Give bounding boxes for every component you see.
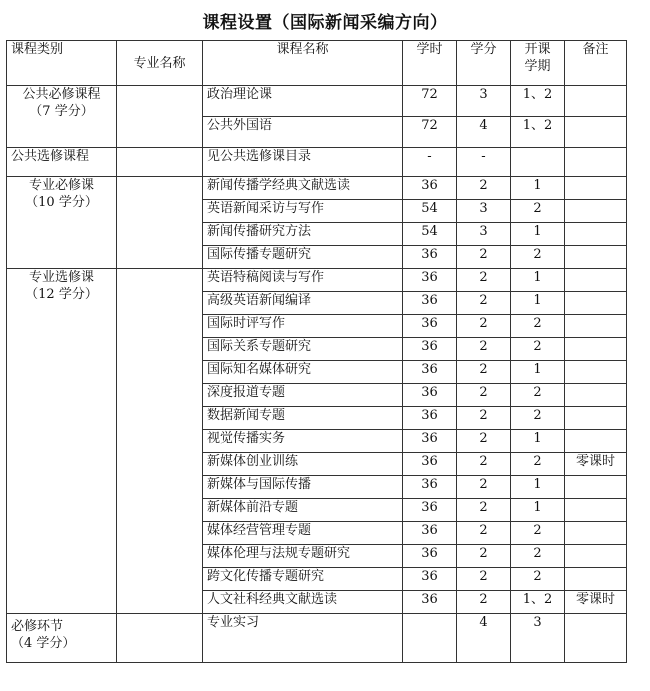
course-note <box>565 476 627 499</box>
course-note <box>565 315 627 338</box>
course-hours: 36 <box>403 568 457 591</box>
category-name: 专业选修课 <box>28 270 94 285</box>
course-note <box>565 292 627 315</box>
course-credits: 3 <box>457 223 511 246</box>
header-course: 课程名称 <box>203 41 403 86</box>
course-note: 零课时 <box>565 591 627 614</box>
course-hours: 36 <box>403 384 457 407</box>
course-hours: 36 <box>403 361 457 384</box>
course-note: 零课时 <box>565 453 627 476</box>
header-hours: 学时 <box>403 41 457 86</box>
course-name: 新媒体前沿专题 <box>203 499 403 522</box>
table-row <box>7 177 627 200</box>
course-note <box>565 568 627 591</box>
course-table <box>6 40 627 663</box>
course-hours: 36 <box>403 338 457 361</box>
course-semester: 2 <box>511 545 565 568</box>
table-row <box>7 614 627 663</box>
course-credits: 4 <box>457 117 511 148</box>
course-credits: 2 <box>457 338 511 361</box>
course-semester: 1 <box>511 177 565 200</box>
header-semester: 开课学期 <box>511 41 565 86</box>
course-semester: 2 <box>511 384 565 407</box>
course-credits: 2 <box>457 591 511 614</box>
course-name: 数据新闻专题 <box>203 407 403 430</box>
course-credits: 3 <box>457 86 511 117</box>
course-note <box>565 86 627 117</box>
course-credits: 2 <box>457 430 511 453</box>
course-note <box>565 177 627 200</box>
course-hours: 36 <box>403 407 457 430</box>
major-cell <box>117 269 203 614</box>
course-note <box>565 223 627 246</box>
course-semester: 2 <box>511 246 565 269</box>
course-name: 英语新闻采访与写作 <box>203 200 403 223</box>
course-semester: 2 <box>511 453 565 476</box>
category-credits: （7 学分） <box>29 104 94 119</box>
course-name: 政治理论课 <box>203 86 403 117</box>
category-name: 公共必修课程 <box>22 87 101 102</box>
course-credits: 2 <box>457 568 511 591</box>
course-credits: 2 <box>457 476 511 499</box>
course-credits: 2 <box>457 522 511 545</box>
course-name: 新闻传播学经典文献选读 <box>203 177 403 200</box>
course-name: 国际关系专题研究 <box>203 338 403 361</box>
course-semester: 2 <box>511 200 565 223</box>
course-hours: 36 <box>403 522 457 545</box>
course-hours: 36 <box>403 499 457 522</box>
course-name: 高级英语新闻编译 <box>203 292 403 315</box>
course-credits: 2 <box>457 453 511 476</box>
course-note <box>565 338 627 361</box>
course-credits: 2 <box>457 407 511 430</box>
category-credits: （10 学分） <box>25 195 98 210</box>
category-major-elective <box>7 269 117 614</box>
category-credits: （12 学分） <box>25 287 98 302</box>
course-hours: 72 <box>403 117 457 148</box>
course-name: 国际时评写作 <box>203 315 403 338</box>
course-hours: 36 <box>403 430 457 453</box>
course-name: 国际知名媒体研究 <box>203 361 403 384</box>
course-hours: 54 <box>403 223 457 246</box>
course-credits: 4 <box>457 614 511 663</box>
course-hours: 36 <box>403 453 457 476</box>
course-note <box>565 384 627 407</box>
course-semester: 1 <box>511 292 565 315</box>
header-note: 备注 <box>565 41 627 86</box>
course-note <box>565 117 627 148</box>
category-public-required <box>7 86 117 148</box>
course-name: 专业实习 <box>203 614 403 663</box>
course-hours: 36 <box>403 292 457 315</box>
course-name: 见公共选修课目录 <box>203 148 403 177</box>
course-semester: 1 <box>511 361 565 384</box>
course-name: 深度报道专题 <box>203 384 403 407</box>
course-name: 新闻传播研究方法 <box>203 223 403 246</box>
course-note <box>565 499 627 522</box>
course-name: 英语特稿阅读与写作 <box>203 269 403 292</box>
course-note <box>565 246 627 269</box>
course-semester: 2 <box>511 407 565 430</box>
category-name: 必修环节 <box>11 619 64 634</box>
course-credits: 2 <box>457 292 511 315</box>
page-title: 课程设置（国际新闻采编方向） <box>202 13 448 33</box>
course-credits: 2 <box>457 177 511 200</box>
course-credits: 2 <box>457 499 511 522</box>
course-name: 新媒体与国际传播 <box>203 476 403 499</box>
course-name: 媒体伦理与法规专题研究 <box>203 545 403 568</box>
course-note <box>565 200 627 223</box>
header-major: 专业名称 <box>117 41 203 86</box>
course-name: 视觉传播实务 <box>203 430 403 453</box>
course-semester <box>511 148 565 177</box>
category-required-link <box>7 614 117 663</box>
course-hours: 36 <box>403 476 457 499</box>
category-name: 专业必修课 <box>28 178 94 193</box>
course-name: 媒体经营管理专题 <box>203 522 403 545</box>
course-note <box>565 148 627 177</box>
course-credits: 2 <box>457 315 511 338</box>
table-row <box>7 269 627 292</box>
category-public-elective: 公共选修课程 <box>7 148 117 177</box>
course-name: 跨文化传播专题研究 <box>203 568 403 591</box>
course-semester: 1 <box>511 499 565 522</box>
course-name: 公共外国语 <box>203 117 403 148</box>
table-row <box>7 86 627 117</box>
course-semester: 2 <box>511 568 565 591</box>
course-hours: - <box>403 148 457 177</box>
course-semester: 1、2 <box>511 591 565 614</box>
course-hours: 36 <box>403 545 457 568</box>
course-semester: 1、2 <box>511 117 565 148</box>
course-hours: 36 <box>403 246 457 269</box>
course-note <box>565 407 627 430</box>
course-semester: 2 <box>511 315 565 338</box>
major-cell <box>117 177 203 269</box>
course-credits: 2 <box>457 545 511 568</box>
course-credits: 2 <box>457 269 511 292</box>
major-cell <box>117 148 203 177</box>
course-semester: 2 <box>511 522 565 545</box>
course-note <box>565 430 627 453</box>
table-header-row <box>7 41 627 86</box>
course-name: 新媒体创业训练 <box>203 453 403 476</box>
course-credits: 2 <box>457 361 511 384</box>
course-credits: - <box>457 148 511 177</box>
major-cell <box>117 86 203 148</box>
header-category: 课程类别 <box>7 41 117 86</box>
course-semester: 1 <box>511 223 565 246</box>
course-credits: 3 <box>457 200 511 223</box>
course-name: 国际传播专题研究 <box>203 246 403 269</box>
course-note <box>565 269 627 292</box>
course-hours: 36 <box>403 591 457 614</box>
course-note <box>565 361 627 384</box>
header-credits: 学分 <box>457 41 511 86</box>
table-row <box>7 148 627 177</box>
major-cell <box>117 614 203 663</box>
course-hours <box>403 614 457 663</box>
course-hours: 36 <box>403 177 457 200</box>
course-semester: 2 <box>511 338 565 361</box>
course-semester: 1 <box>511 476 565 499</box>
course-hours: 54 <box>403 200 457 223</box>
course-hours: 36 <box>403 269 457 292</box>
course-hours: 72 <box>403 86 457 117</box>
course-hours: 36 <box>403 315 457 338</box>
course-semester: 1 <box>511 430 565 453</box>
course-credits: 2 <box>457 246 511 269</box>
course-credits: 2 <box>457 384 511 407</box>
category-credits: （4 学分） <box>11 636 76 651</box>
course-semester: 1 <box>511 269 565 292</box>
course-name: 人文社科经典文献选读 <box>203 591 403 614</box>
course-semester: 1、2 <box>511 86 565 117</box>
category-major-required <box>7 177 117 269</box>
course-note <box>565 614 627 663</box>
course-semester: 3 <box>511 614 565 663</box>
course-note <box>565 522 627 545</box>
course-note <box>565 545 627 568</box>
